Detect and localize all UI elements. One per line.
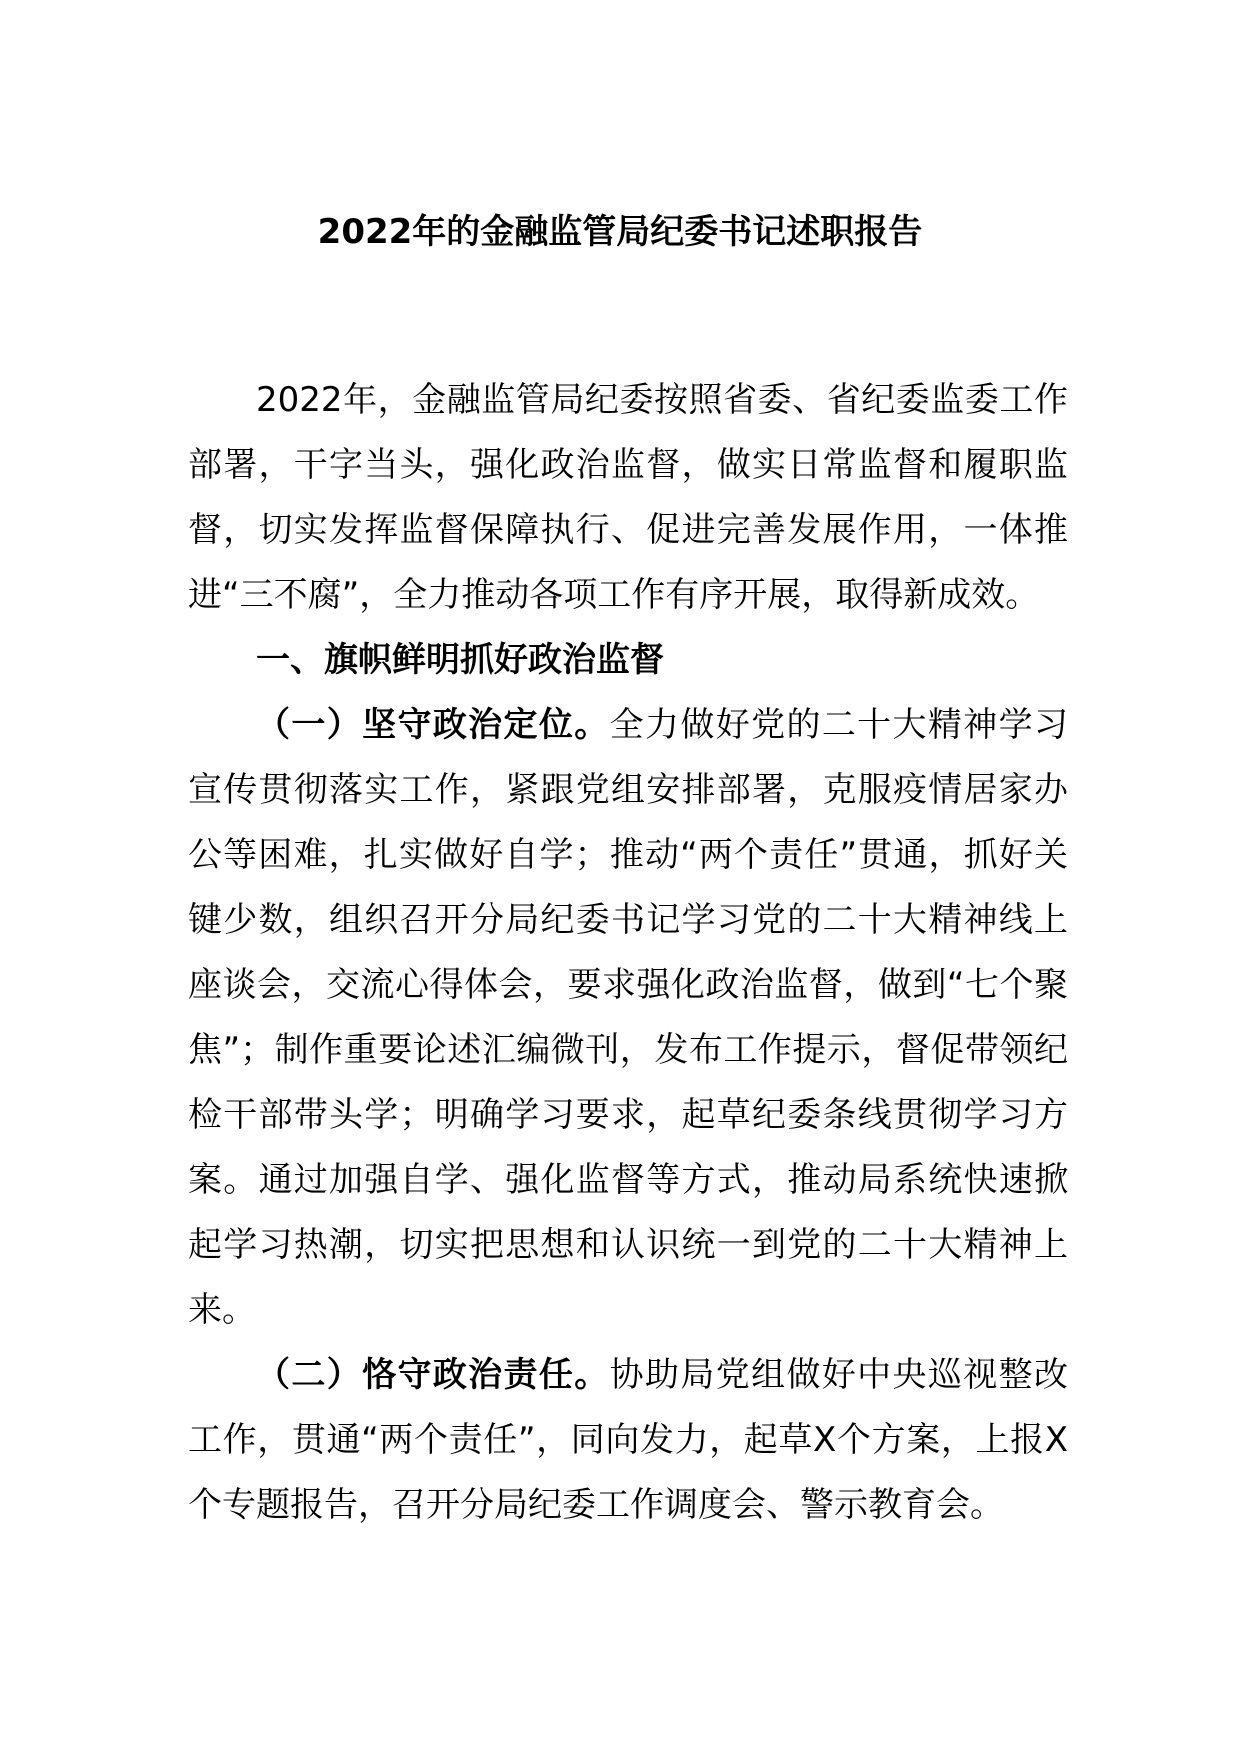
- document-title: 2022年的金融监管局纪委书记述职报告: [317, 212, 923, 252]
- item-1-text: 全力做好党的二十大精神学习宣传贯彻落实工作，紧跟党组安排部署，克服疫情居家办公等困难，扎实做好自学；推动“两个责任”贯通，抓好关键少数，组织召开分局纪委书记学习党的二十大精神线上座谈会，交流心得体会，要求强化政治监督，做到“七个聚焦”；制作重要论述汇编微刊，发布工作提示，督促带领纪检干部带头学；明确学习要求，起草纪委条线贯彻学习方案。通过加强自学、强化监督等方式，推动局系统快速掀起学习热潮，切实把思想和认识统一到党的二十大精神上来。: [188, 705, 1069, 1330]
- item-2-lead: （二）恪守政治责任。: [256, 1355, 610, 1395]
- paragraph-item-1: [188, 693, 1068, 1343]
- item-1-lead: （一）坚守政治定位。: [256, 705, 610, 745]
- item-2-text: 协助局党组做好中央巡视整改工作，贯通“两个责任”，同向发力，起草X个方案，上报X个专题报告，召开分局纪委工作调度会、警示教育会。: [188, 1355, 1069, 1525]
- intro-paragraph: 2022年，金融监管局纪委按照省委、省纪委监委工作部署，干字当头，强化政治监督，做实日常监督和履职监督，切实发挥监督保障执行、促进完善发展作用，一体推进“三不腐”，全力推动各项工作有序开展，取得新成效。: [188, 380, 1068, 615]
- document-body: [188, 368, 1068, 1538]
- paragraph-item-2: [188, 1343, 1068, 1538]
- section-heading: 一、旗帜鲜明抓好政治监督: [256, 640, 664, 680]
